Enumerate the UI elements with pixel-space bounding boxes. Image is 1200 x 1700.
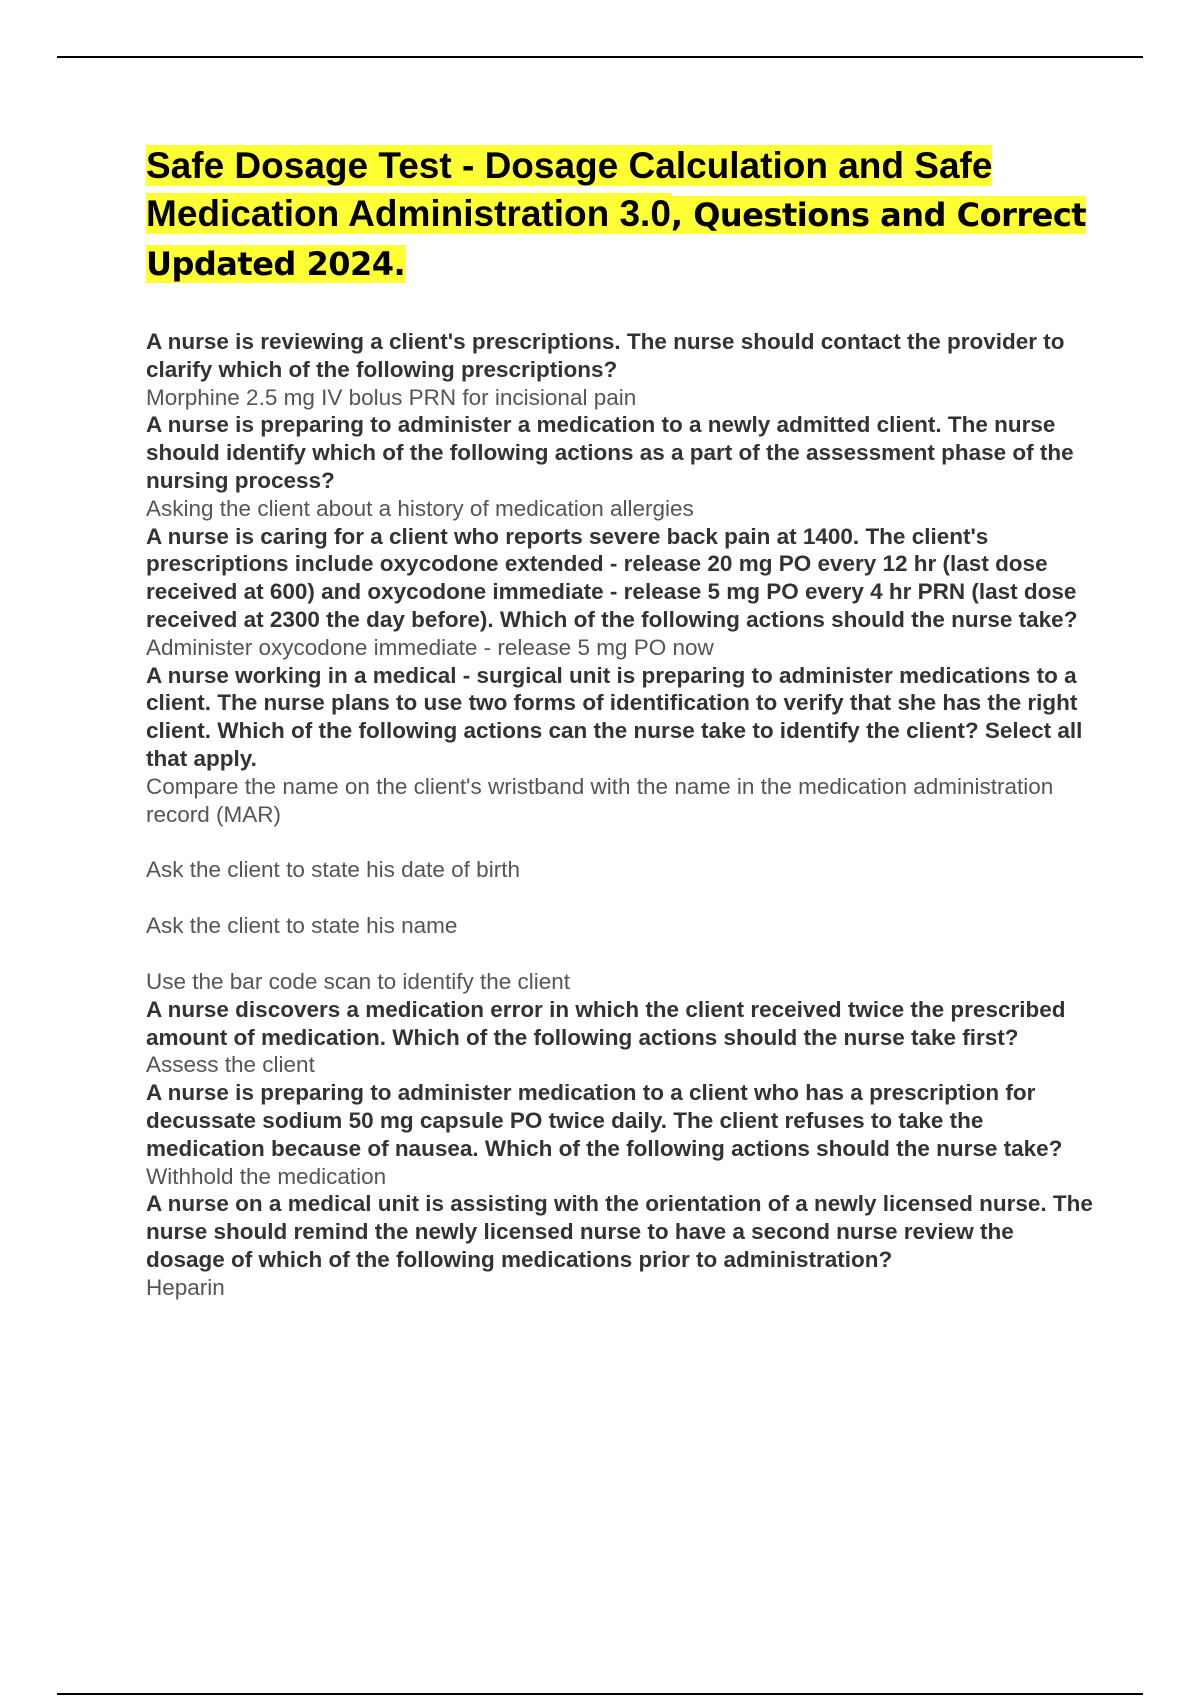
title-main: Safe Dosage Test - Dosage Calculation and Safe Medication Administration 3.0 — [146, 145, 993, 234]
question-text: A nurse working in a medical - surgical unit is preparing to administer medications to a client. The nurse plans to use two forms of identification to verify that she has the right client. Which of the following actions can the nurse take to identify the client? Select all that apply. — [146, 662, 1083, 771]
question-text: A nurse discovers a medication error in which the client received twice the prescribed amount of medication. Which of the following actions should the nurse take first? — [146, 996, 1066, 1050]
qa-item-1 — [146, 328, 1096, 411]
question-text: A nurse is caring for a client who reports severe back pain at 1400. The client's prescriptions include oxycodone extended - release 20 mg PO every 12 hr (last dose received at 600) and oxycodone immediate - release 5 mg PO every 4 hr PRN (last dose received at 2300 the day before). Which of the following actions should the nurse take? — [146, 523, 1078, 632]
qa-item-7 — [146, 1190, 1096, 1301]
answer-text — [146, 1274, 1096, 1302]
answer-text — [146, 1051, 1096, 1079]
qa-item-5 — [146, 996, 1096, 1079]
top-rule — [57, 56, 1143, 58]
answer-line: Assess the client — [146, 1052, 315, 1078]
answer-line: Ask the client to state his name — [146, 913, 458, 939]
question-text: A nurse is preparing to administer medication to a client who has a prescription for decussate sodium 50 mg capsule PO twice daily. The client refuses to take the medication because of nausea. Which of the following actions should the nurse take? — [146, 1080, 1063, 1161]
qa-item-2 — [146, 411, 1096, 522]
answer-line: Administer oxycodone immediate - release 5 mg PO now — [146, 634, 714, 660]
answer-line: Compare the name on the client's wristband with the name in the medication administration record (MAR) — [146, 773, 1054, 827]
answer-text — [146, 1163, 1096, 1191]
answer-line: Ask the client to state his date of birth — [146, 857, 520, 883]
answer-text — [146, 773, 1096, 996]
answer-line: Asking the client about a history of medication allergies — [146, 495, 694, 521]
answer-text — [146, 634, 1096, 662]
title-tail: , Questions and Correct Updated 2024. — [146, 196, 1087, 283]
answer-line: Use the bar code scan to identify the client — [146, 968, 570, 994]
answer-text — [146, 495, 1096, 523]
question-text: A nurse is preparing to administer a medication to a newly admitted client. The nurse should identify which of the following actions as a part of the assessment phase of the nursing process? — [146, 412, 1074, 493]
answer-text — [146, 384, 1096, 412]
document-title — [146, 142, 1096, 288]
qa-item-4 — [146, 662, 1096, 996]
question-text: A nurse on a medical unit is assisting with the orientation of a newly licensed nurse. The nurse should remind the newly licensed nurse to have a second nurse review the dosage of which of the following medications prior to administration? — [146, 1191, 1093, 1272]
answer-line: Heparin — [146, 1274, 225, 1300]
qa-item-6 — [146, 1079, 1096, 1190]
bottom-rule — [57, 1693, 1143, 1695]
qa-item-3 — [146, 523, 1096, 662]
answer-line: Withhold the medication — [146, 1163, 387, 1189]
document-body — [146, 142, 1096, 1302]
question-text: A nurse is reviewing a client's prescriptions. The nurse should contact the provider to clarify which of the following prescriptions? — [146, 329, 1065, 382]
answer-line: Morphine 2.5 mg IV bolus PRN for incisional pain — [146, 384, 637, 410]
